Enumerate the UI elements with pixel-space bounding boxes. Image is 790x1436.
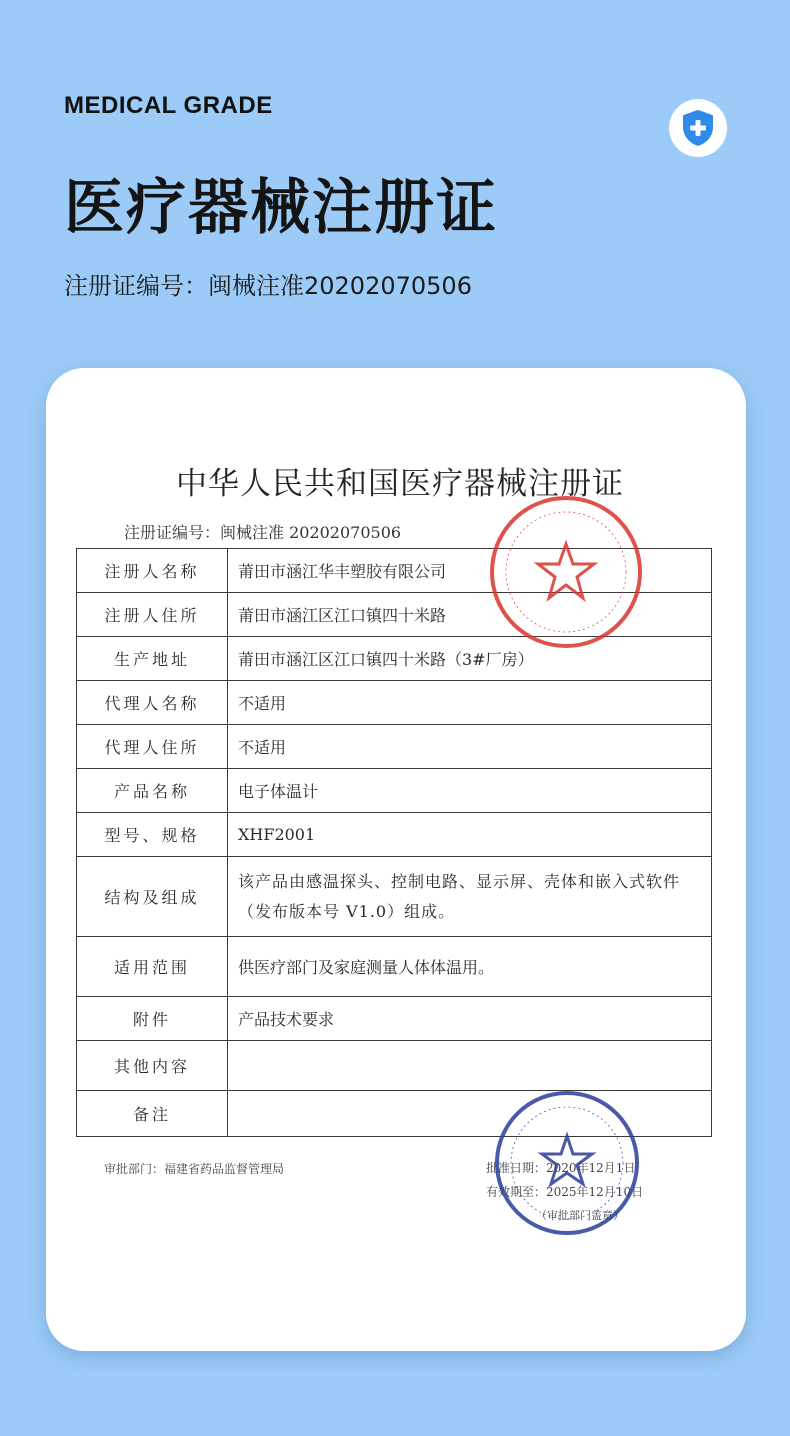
valid-until: 有效期至：2025年12月10日 bbox=[486, 1185, 644, 1199]
certificate-title: 中华人民共和国医疗器械注册证 bbox=[176, 466, 624, 502]
row-label: 其他内容 bbox=[77, 1041, 228, 1091]
certificate-document bbox=[46, 368, 746, 1351]
registration-number: 注册证编号：闽械注准20202070506 bbox=[64, 272, 472, 300]
certificate-card bbox=[46, 368, 746, 1351]
eyebrow-label: MEDICAL GRADE bbox=[64, 92, 273, 119]
row-value: 莆田市涵江华丰塑胶有限公司 bbox=[228, 549, 712, 593]
row-label: 型号、规格 bbox=[77, 813, 228, 857]
row-value: 该产品由感温探头、控制电路、显示屏、壳体和嵌入式软件（发布版本号 V1.0）组成。 bbox=[228, 857, 712, 937]
row-label: 附件 bbox=[77, 997, 228, 1041]
row-value: 莆田市涵江区江口镇四十米路（3#厂房） bbox=[228, 637, 712, 681]
row-value: 产品技术要求 bbox=[228, 997, 712, 1041]
row-value: 不适用 bbox=[228, 725, 712, 769]
row-label: 备注 bbox=[77, 1091, 228, 1137]
row-label: 代理人住所 bbox=[77, 725, 228, 769]
table-row bbox=[77, 857, 712, 937]
approval-department: 审批部门：福建省药品监督管理局 bbox=[104, 1162, 285, 1176]
certificate-number: 注册证编号：闽械注准 20202070506 bbox=[124, 523, 402, 542]
row-label: 结构及组成 bbox=[77, 857, 228, 937]
table-row bbox=[77, 997, 712, 1041]
table-row bbox=[77, 725, 712, 769]
row-value: 莆田市涵江区江口镇四十米路 bbox=[228, 593, 712, 637]
table-row bbox=[77, 813, 712, 857]
row-value bbox=[228, 1041, 712, 1091]
badge bbox=[669, 99, 727, 157]
row-label: 注册人名称 bbox=[77, 549, 228, 593]
page-title: 医疗器械注册证 bbox=[64, 173, 498, 243]
agency-seal-icon bbox=[492, 1088, 642, 1238]
table-row bbox=[77, 681, 712, 725]
row-label: 适用范围 bbox=[77, 937, 228, 997]
row-label: 产品名称 bbox=[77, 769, 228, 813]
row-value: 不适用 bbox=[228, 681, 712, 725]
approval-date: 批准日期：2020年12月1日 bbox=[486, 1161, 636, 1175]
seal-note: （审批部门盖章） bbox=[536, 1209, 624, 1222]
row-label: 代理人名称 bbox=[77, 681, 228, 725]
row-value: XHF2001 bbox=[228, 813, 712, 857]
table-row bbox=[77, 1041, 712, 1091]
row-value: 供医疗部门及家庭测量人体体温用。 bbox=[228, 937, 712, 997]
shield-plus-icon bbox=[681, 109, 715, 147]
company-seal-icon bbox=[486, 492, 646, 652]
table-row bbox=[77, 769, 712, 813]
row-label: 生产地址 bbox=[77, 637, 228, 681]
table-row bbox=[77, 937, 712, 997]
row-value: 电子体温计 bbox=[228, 769, 712, 813]
row-label: 注册人住所 bbox=[77, 593, 228, 637]
